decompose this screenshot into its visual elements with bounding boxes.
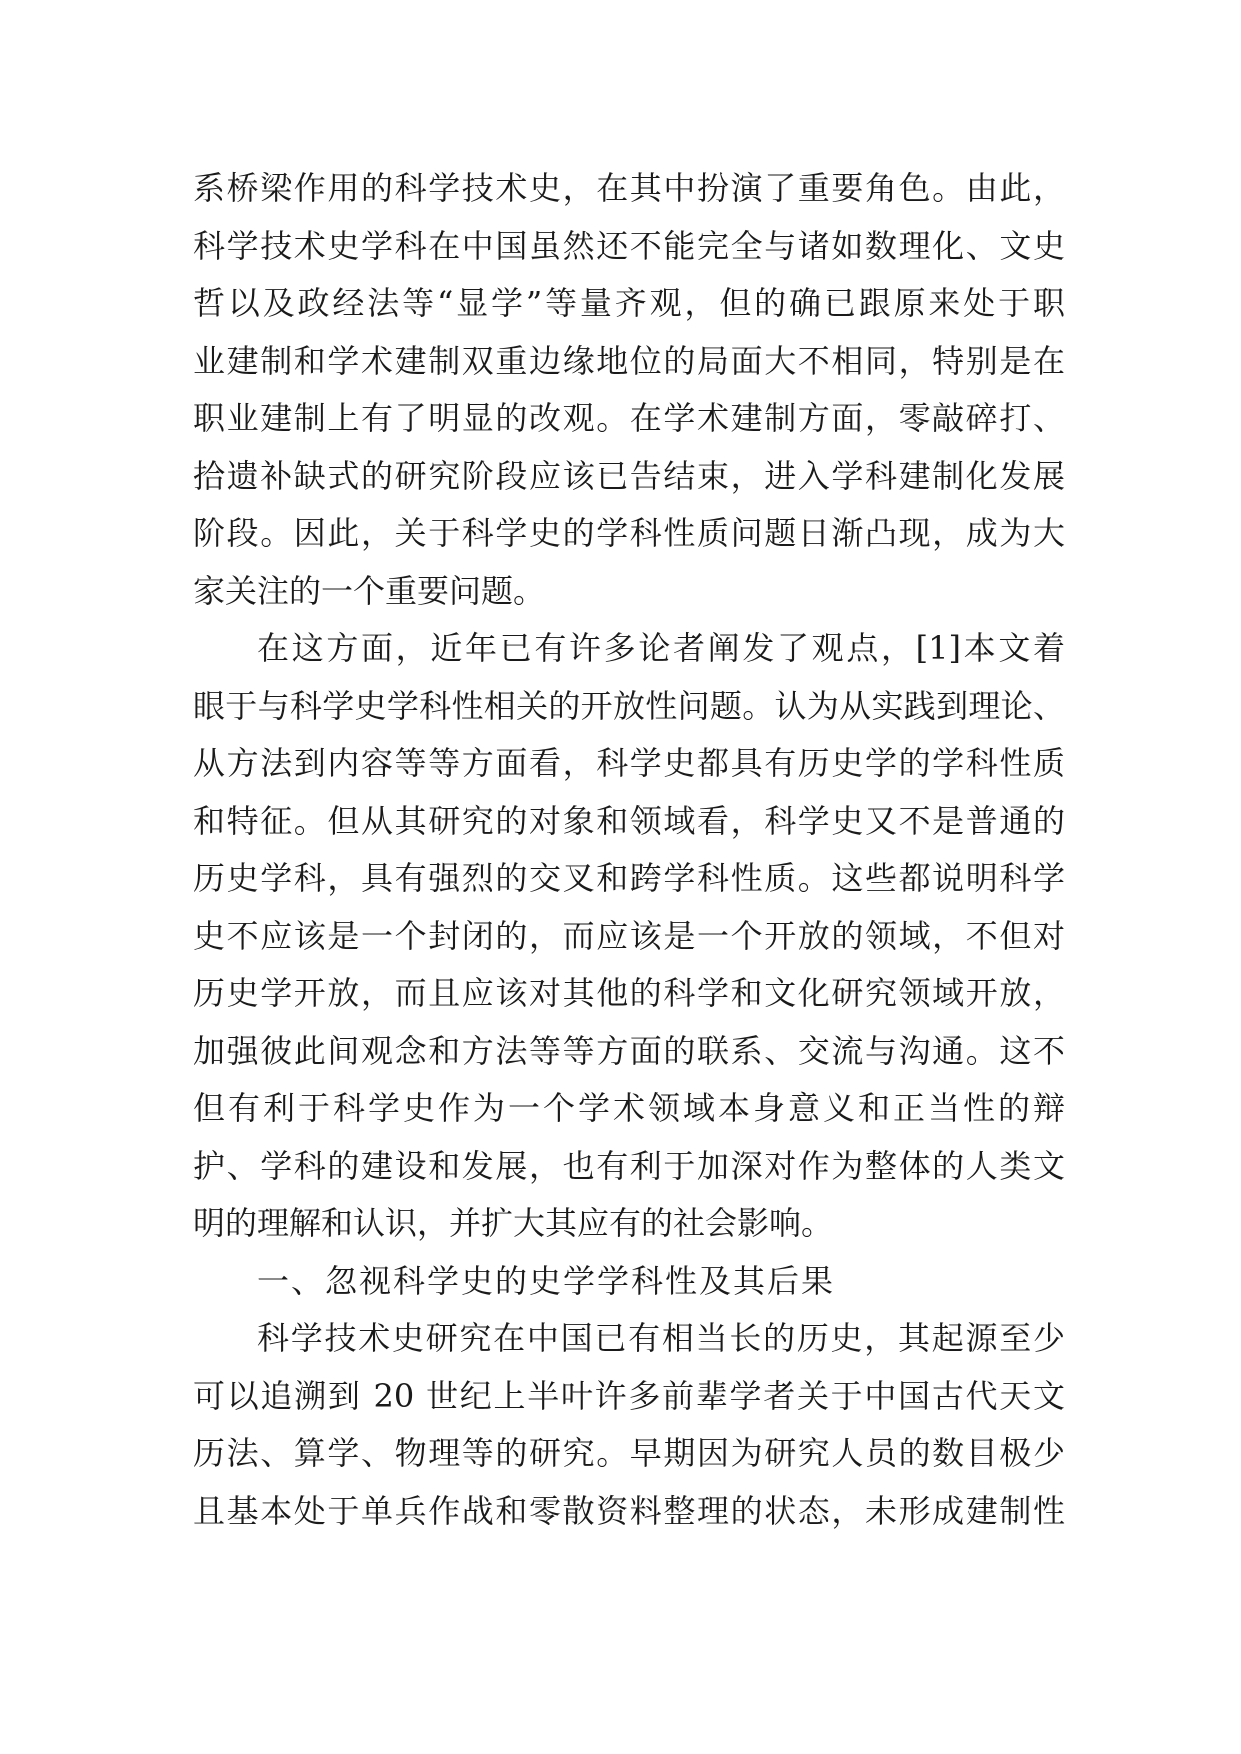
text-line: 职业建制上有了明显的改观。在学术建制方面，零敲碎打、 xyxy=(193,399,1065,437)
paragraph xyxy=(193,1310,1065,1540)
section-heading xyxy=(193,1253,1065,1311)
text-line: 史不应该是一个封闭的，而应该是一个开放的领域，不但对 xyxy=(193,916,1065,955)
text-line: 系桥梁作用的科学技术史，在其中扮演了重要角色。由此， xyxy=(193,169,1065,207)
paragraph xyxy=(193,160,1065,620)
text-line: 眼于与科学史学科性相关的开放性问题。认为从实践到理论、 xyxy=(193,686,1065,725)
section-heading-text: 一、忽视科学史的史学学科性及其后果 xyxy=(257,1261,836,1300)
text-line: 在这方面，近年已有许多论者阐发了观点，[1]本文着 xyxy=(257,629,1065,667)
text-line: 家关注的一个重要问题。 xyxy=(193,571,546,610)
text-line: 科学技术史研究在中国已有相当长的历史，其起源至少 xyxy=(257,1319,1065,1357)
text-line: 和特征。但从其研究的对象和领域看，科学史又不是普通的 xyxy=(193,801,1065,840)
paragraph xyxy=(193,620,1065,1253)
text-line: 业建制和学术建制双重边缘地位的局面大不相同，特别是在 xyxy=(193,341,1065,380)
text-line: 护、学科的建设和发展，也有利于加深对作为整体的人类文 xyxy=(193,1146,1065,1185)
text-line: 哲以及政经法等“显学”等量齐观，但的确已跟原来处于职 xyxy=(193,284,1065,322)
body-text xyxy=(193,160,1065,1540)
text-line: 拾遗补缺式的研究阶段应该已告结束，进入学科建制化发展 xyxy=(193,456,1065,495)
text-line: 历史学科，具有强烈的交叉和跨学科性质。这些都说明科学 xyxy=(193,859,1065,897)
text-line: 明的理解和认识，并扩大其应有的社会影响。 xyxy=(193,1204,834,1242)
text-line: 但有利于科学史作为一个学术领域本身意义和正当性的辩 xyxy=(193,1089,1065,1127)
text-line: 阶段。因此，关于科学史的学科性质问题日渐凸现，成为大 xyxy=(193,514,1065,552)
text-line: 从方法到内容等等方面看，科学史都具有历史学的学科性质 xyxy=(193,744,1065,782)
text-line: 历法、算学、物理等的研究。早期因为研究人员的数目极少 xyxy=(193,1434,1065,1472)
text-line: 加强彼此间观念和方法等等方面的联系、交流与沟通。这不 xyxy=(193,1031,1065,1070)
text-line: 可以追溯到 20 世纪上半叶许多前辈学者关于中国古代天文 xyxy=(193,1376,1065,1415)
text-line: 且基本处于单兵作战和零散资料整理的状态，未形成建制性 xyxy=(193,1491,1065,1530)
text-line: 科学技术史学科在中国虽然还不能完全与诸如数理化、文史 xyxy=(193,226,1065,265)
text-line: 历史学开放，而且应该对其他的科学和文化研究领域开放， xyxy=(193,974,1065,1012)
